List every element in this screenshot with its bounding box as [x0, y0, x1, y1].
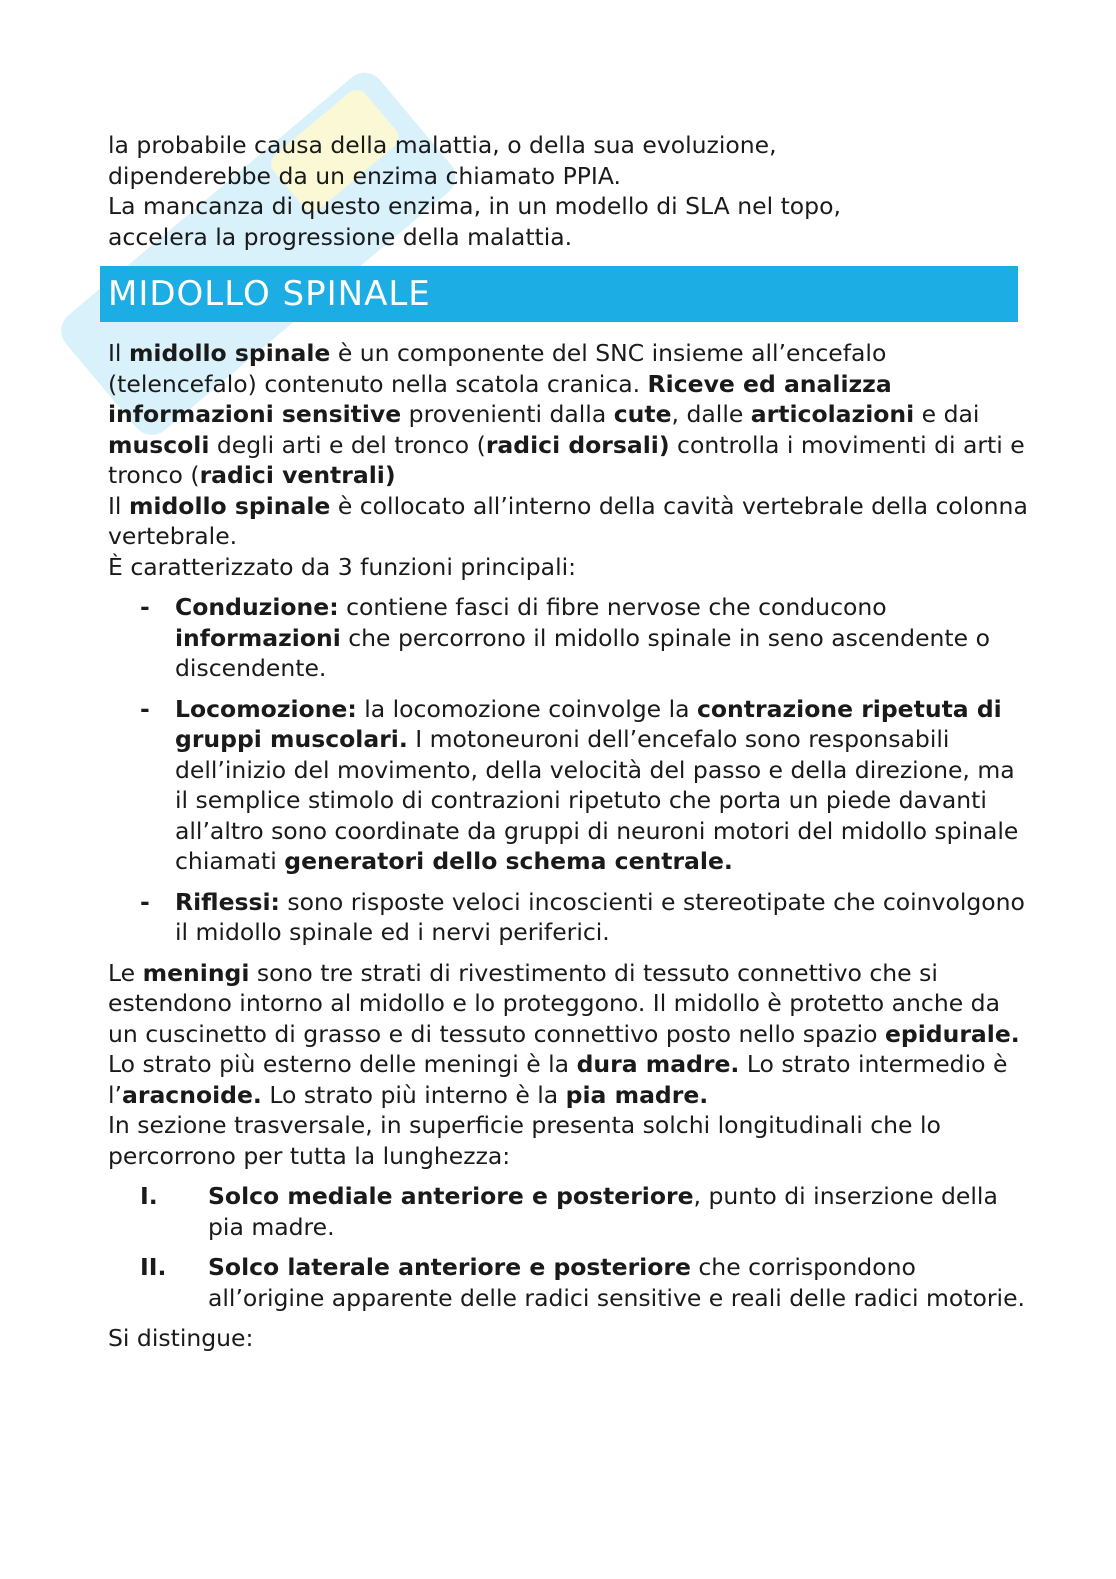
section-body — [108, 338, 1028, 1354]
paragraph-functions-intro: È caratterizzato da 3 funzioni principali: — [108, 552, 577, 581]
list-item-solco-mediale: I. Solco mediale anteriore e posteriore, punto di inserzione della pia madre. — [140, 1182, 998, 1241]
list-item-riflessi: - Riflessi: sono risposte veloci incoscienti e stereotipate che coinvolgono il midollo spinale ed i nervi periferici. — [140, 887, 1025, 946]
intro-line-3: La mancanza di questo enzima, in un modello di SLA nel topo, — [108, 192, 841, 220]
paragraph-si-distingue: Si distingue: — [108, 1324, 254, 1352]
section-heading: MIDOLLO SPINALE — [100, 266, 1018, 322]
list-item-conduzione: - Conduzione: contiene fasci di fibre nervose che conducono informazioni che percorrono il midollo spinale in seno ascendente o discendente. — [140, 593, 990, 682]
list-item-solco-laterale: II. Solco laterale anteriore e posteriore che corrispondono all’origine apparente delle radici sensitive e reali delle radici motorie. — [140, 1253, 1026, 1312]
intro-text — [108, 130, 1028, 252]
solchi-list — [108, 1181, 1028, 1313]
list-marker: - — [140, 887, 150, 916]
paragraph-meningi: Le meningi sono tre strati di rivestimento di tessuto connettivo che si estendono intorno al midollo e lo proteggono. Il midollo è protetto anche da un cuscinetto di grasso e di tessuto connettivo posto nello spazio epidurale. Lo strato più esterno delle meningi è la dura madre. Lo strato intermedio è l’aracnoide. Lo strato più interno è la pia madre. — [108, 958, 1020, 1109]
intro-line-1: la probabile causa della malattia, o della sua evoluzione, — [108, 131, 777, 159]
intro-line-4: accelera la progressione della malattia. — [108, 222, 573, 251]
list-marker: I. — [140, 1182, 158, 1210]
list-marker: - — [140, 593, 150, 621]
functions-list — [108, 592, 1028, 948]
paragraph-sezione-trasversale: In sezione trasversale, in superficie presenta solchi longitudinali che lo percorrono per tutta la lunghezza: — [108, 1111, 941, 1170]
list-item-locomozione: - Locomozione: la locomozione coinvolge la contrazione ripetuta di gruppi muscolari. I motoneuroni dell’encefalo sono responsabili dell’inizio del movimento, della velocità del passo e della direzione, ma il semplice stimolo di contrazioni ripetuto che porta un piede davanti all’altro sono coordinate da gruppi di neuroni motori del midollo spinale chiamati generatori dello schema centrale. — [140, 694, 1019, 875]
intro-line-2: dipenderebbe da un enzima chiamato PPIA. — [108, 161, 621, 190]
list-marker: - — [140, 694, 150, 723]
paragraph-midollo-location: Il midollo spinale è collocato all’interno della cavità vertebrale della colonna vertebrale. — [108, 491, 1028, 550]
list-marker: II. — [140, 1253, 167, 1281]
paragraph-midollo-definition: Il midollo spinale è un componente del SNC insieme all’encefalo (telencefalo) contenuto nella scatola cranica. Riceve ed analizza informazioni sensitive provenienti dalla cute, dalle articolazioni e dai muscoli degli arti e del tronco (radici dorsali) controlla i movimenti di arti e tronco (radici ventrali) — [108, 339, 1025, 489]
